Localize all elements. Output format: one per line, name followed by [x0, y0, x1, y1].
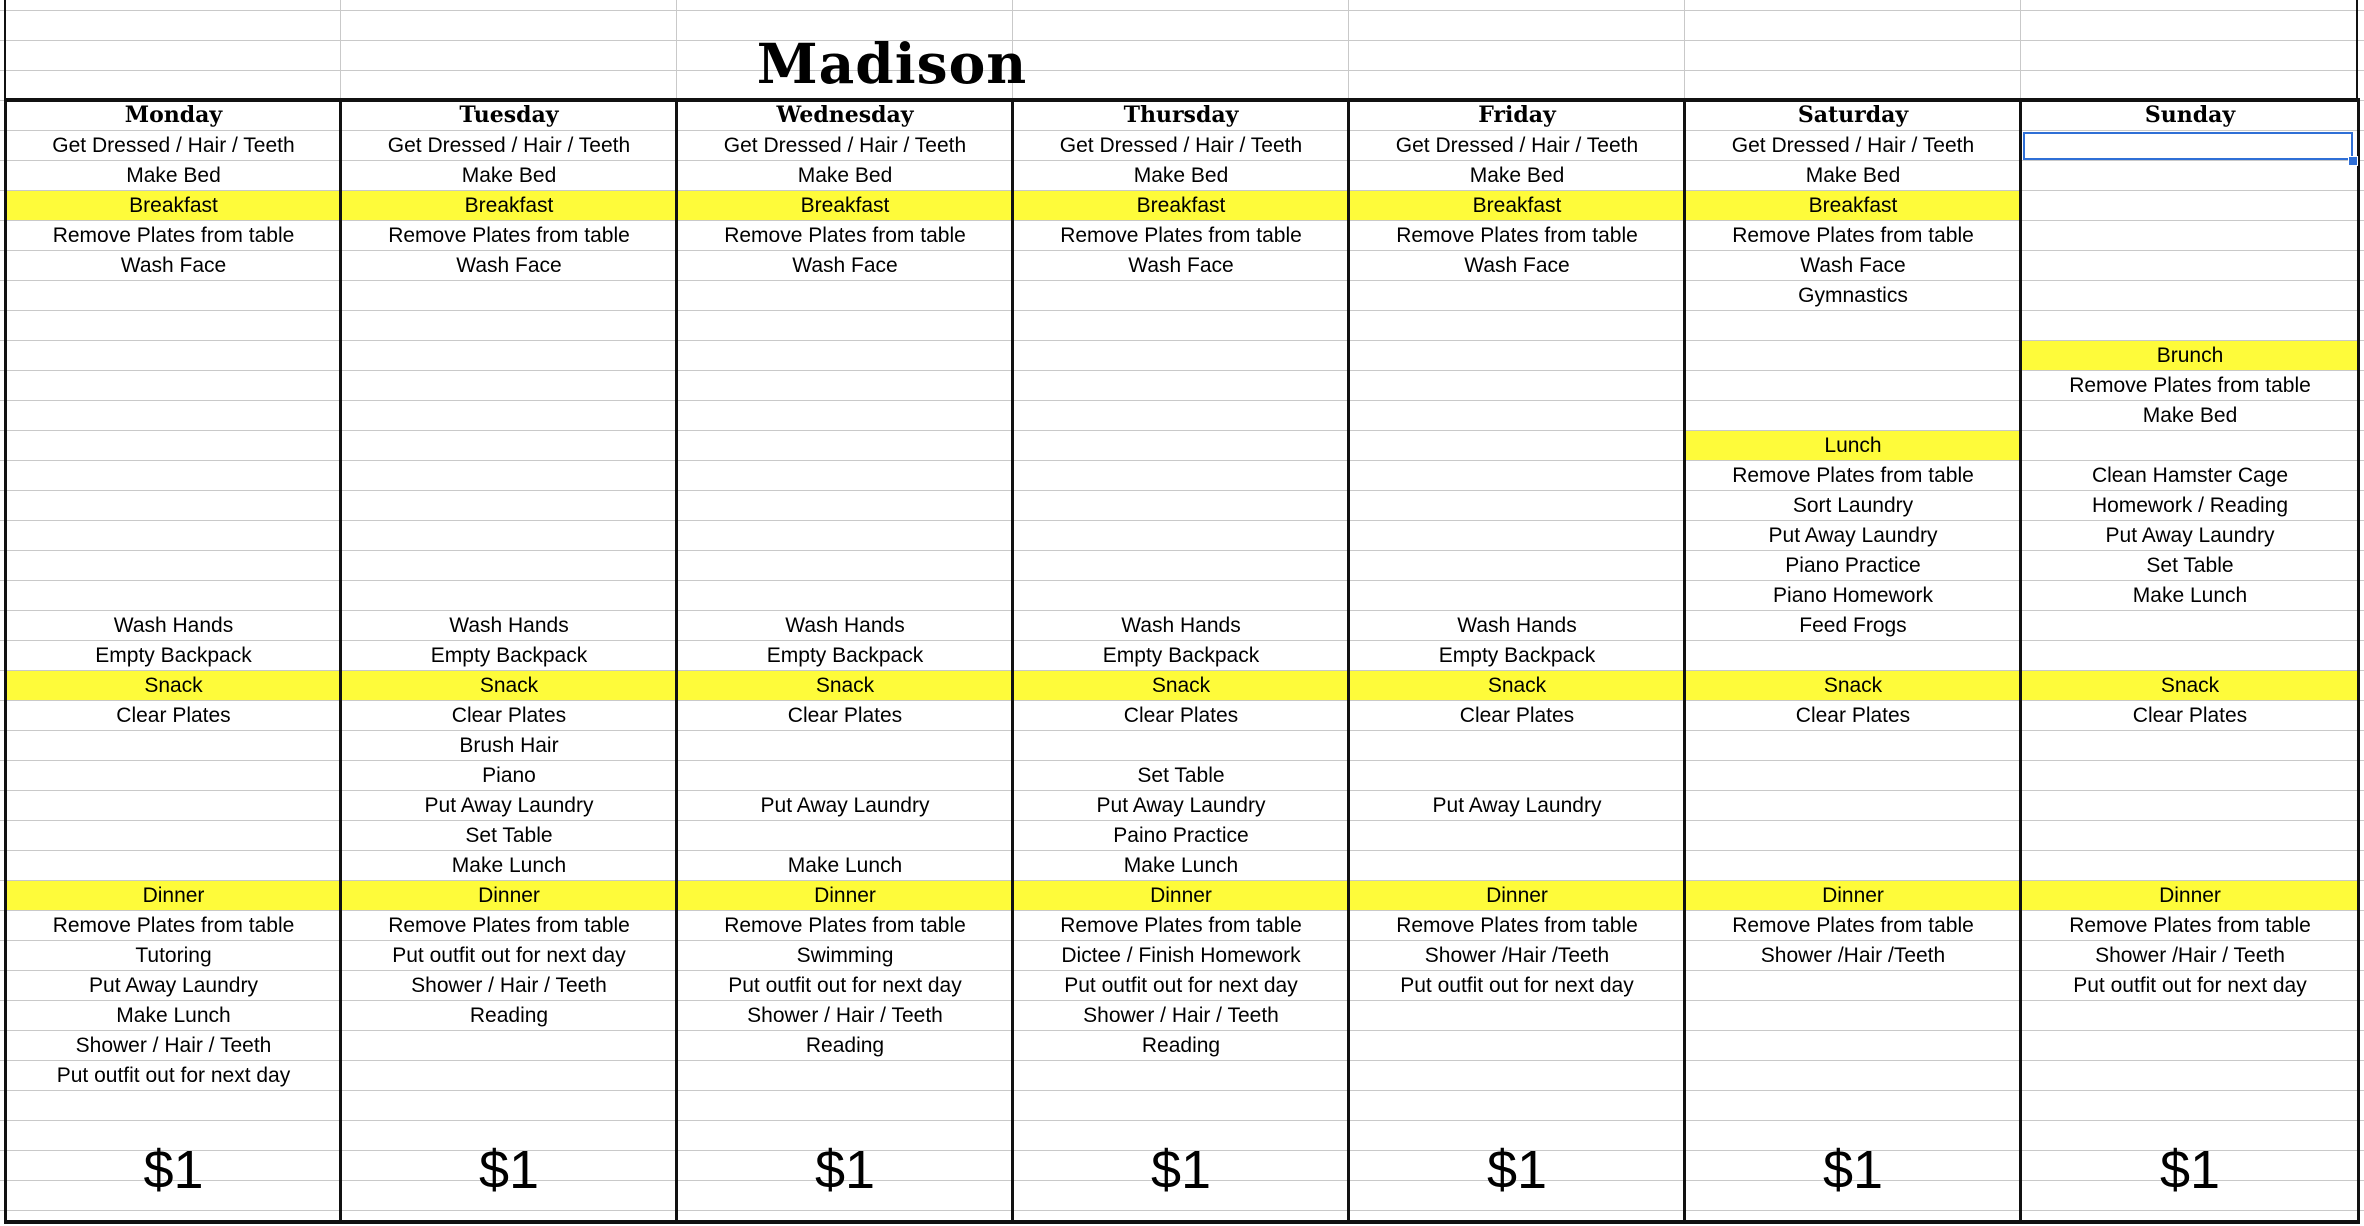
task-cell[interactable]: Get Dressed / Hair / Teeth — [723, 134, 967, 157]
task-cell[interactable]: Remove Plates from table — [2069, 914, 2311, 937]
task-cell[interactable]: Make Lunch — [2132, 584, 2248, 607]
task-cell[interactable]: Dinner — [2022, 881, 2358, 910]
task-cell[interactable]: Put outfit out for next day — [56, 1064, 291, 1087]
column-border — [675, 98, 678, 1224]
task-cell[interactable]: Wash Face — [1128, 254, 1234, 277]
task-cell[interactable]: Remove Plates from table — [388, 914, 630, 937]
task-cell[interactable]: Snack — [7, 671, 340, 700]
task-cell[interactable]: Set Table — [465, 824, 553, 847]
task-cell[interactable]: Brunch — [2022, 341, 2358, 370]
task-cell[interactable]: Snack — [1350, 671, 1684, 700]
day-header-saturday[interactable]: Saturday — [1797, 102, 1909, 128]
task-cell[interactable]: Make Bed — [797, 164, 893, 187]
task-cell[interactable]: Shower / Hair / Teeth — [747, 1004, 943, 1027]
task-cell[interactable]: Clear Plates — [116, 704, 231, 727]
task-cell[interactable]: Get Dressed / Hair / Teeth — [1059, 134, 1303, 157]
task-cell[interactable]: Put Away Laundry — [1432, 794, 1602, 817]
pay-amount-tuesday[interactable]: $1 — [478, 1140, 540, 1200]
task-cell[interactable]: Put Away Laundry — [89, 974, 258, 997]
task-cell[interactable]: Remove Plates from table — [388, 224, 630, 247]
task-cell[interactable]: Make Bed — [461, 164, 557, 187]
column-border — [2356, 0, 2358, 100]
pay-amount-friday[interactable]: $1 — [1486, 1140, 1548, 1200]
column-border — [1683, 98, 1686, 1224]
task-cell[interactable]: Shower /Hair /Teeth — [1760, 944, 1946, 967]
task-cell[interactable]: Put outfit out for next day — [2073, 974, 2307, 997]
task-cell[interactable]: Remove Plates from table — [1732, 464, 1974, 487]
pay-amount-thursday[interactable]: $1 — [1150, 1140, 1212, 1200]
day-header-friday[interactable]: Friday — [1478, 102, 1556, 128]
task-cell[interactable]: Wash Hands — [449, 614, 569, 637]
task-cell[interactable]: Remove Plates from table — [1732, 224, 1974, 247]
task-cell[interactable]: Reading — [469, 1004, 549, 1027]
task-cell[interactable]: Dinner — [678, 881, 1012, 910]
task-cell[interactable]: Snack — [1014, 671, 1348, 700]
task-cell[interactable]: Clear Plates — [787, 704, 903, 727]
task-cell[interactable]: Make Bed — [126, 164, 221, 187]
gridline — [0, 370, 2364, 371]
task-cell[interactable]: Swimming — [796, 944, 894, 967]
task-cell[interactable]: Shower / Hair / Teeth — [75, 1034, 272, 1057]
task-cell[interactable]: Put Away Laundry — [1768, 524, 1938, 547]
task-cell[interactable]: Dictee / Finish Homework — [1061, 944, 1301, 967]
task-cell[interactable]: Breakfast — [678, 191, 1012, 220]
task-cell[interactable]: Empty Backpack — [1102, 644, 1260, 667]
task-cell[interactable]: Remove Plates from table — [724, 224, 966, 247]
task-cell[interactable]: Get Dressed / Hair / Teeth — [387, 134, 631, 157]
gridline — [0, 400, 2364, 401]
task-cell[interactable]: Put Away Laundry — [2105, 524, 2275, 547]
task-cell[interactable]: Clear Plates — [451, 704, 567, 727]
column-border — [2019, 98, 2022, 1224]
task-cell[interactable]: Lunch — [1686, 431, 2020, 460]
task-cell[interactable]: Wash Hands — [1457, 614, 1577, 637]
task-cell[interactable]: Dinner — [342, 881, 676, 910]
pay-amount-wednesday[interactable]: $1 — [814, 1140, 876, 1200]
task-cell[interactable]: Get Dressed / Hair / Teeth — [52, 134, 295, 157]
task-cell[interactable]: Make Bed — [1133, 164, 1229, 187]
task-cell[interactable]: Remove Plates from table — [1060, 914, 1302, 937]
pay-amount-saturday[interactable]: $1 — [1822, 1140, 1884, 1200]
task-cell[interactable]: Piano Practice — [1785, 554, 1921, 577]
selected-cell[interactable] — [2023, 132, 2353, 160]
task-cell[interactable]: Tutoring — [135, 944, 212, 967]
task-cell[interactable]: Gymnastics — [1798, 284, 1908, 307]
gridline — [0, 10, 2364, 11]
task-cell[interactable]: Make Lunch — [116, 1004, 231, 1027]
pay-amount-sunday[interactable]: $1 — [2159, 1140, 2221, 1200]
task-cell[interactable]: Make Lunch — [787, 854, 903, 877]
task-cell[interactable]: Set Table — [1137, 764, 1225, 787]
task-cell[interactable]: Shower /Hair /Teeth — [1424, 944, 1610, 967]
task-cell[interactable]: Dinner — [1350, 881, 1684, 910]
task-cell[interactable]: Snack — [1686, 671, 2020, 700]
task-cell[interactable]: Sort Laundry — [1792, 494, 1914, 517]
task-cell[interactable]: Snack — [2022, 671, 2358, 700]
task-cell[interactable]: Wash Hands — [785, 614, 905, 637]
task-cell[interactable]: Breakfast — [1350, 191, 1684, 220]
task-cell[interactable]: Breakfast — [1686, 191, 2020, 220]
task-cell[interactable]: Remove Plates from table — [724, 914, 966, 937]
task-cell[interactable]: Empty Backpack — [95, 644, 252, 667]
task-cell[interactable]: Remove Plates from table — [1396, 914, 1638, 937]
task-cell[interactable]: Clear Plates — [1123, 704, 1239, 727]
task-cell[interactable]: Piano Homework — [1773, 584, 1933, 607]
task-cell[interactable]: Reading — [1141, 1034, 1221, 1057]
task-cell[interactable]: Make Bed — [2142, 404, 2238, 427]
gridline — [0, 1060, 2364, 1061]
task-cell[interactable]: Snack — [678, 671, 1012, 700]
day-header-wednesday[interactable]: Wednesday — [776, 102, 914, 128]
day-header-tuesday[interactable]: Tuesday — [459, 102, 559, 128]
task-cell[interactable]: Clear Plates — [1795, 704, 1911, 727]
task-cell[interactable]: Shower /Hair / Teeth — [2095, 944, 2285, 967]
task-cell[interactable]: Feed Frogs — [1799, 614, 1907, 637]
task-cell[interactable]: Breakfast — [342, 191, 676, 220]
task-cell[interactable]: Make Bed — [1805, 164, 1901, 187]
task-cell[interactable]: Put Away Laundry — [1096, 794, 1266, 817]
task-cell[interactable]: Clean Hamster Cage — [2091, 464, 2289, 487]
task-cell[interactable]: Clear Plates — [1459, 704, 1575, 727]
column-border — [4, 98, 7, 1224]
task-cell[interactable]: Put outfit out for next day — [1064, 974, 1298, 997]
task-cell[interactable]: Dinner — [1014, 881, 1348, 910]
task-cell[interactable]: Snack — [342, 671, 676, 700]
task-cell[interactable]: Put Away Laundry — [760, 794, 930, 817]
task-cell[interactable]: Empty Backpack — [766, 644, 924, 667]
task-cell[interactable]: Make Bed — [1469, 164, 1565, 187]
task-cell[interactable]: Shower / Hair / Teeth — [411, 974, 607, 997]
task-cell[interactable]: Wash Face — [792, 254, 898, 277]
task-cell[interactable]: Homework / Reading — [2091, 494, 2289, 517]
task-cell[interactable]: Remove Plates from table — [52, 224, 295, 247]
gridline — [0, 1120, 2364, 1121]
gridline — [0, 1090, 2364, 1091]
gridline — [0, 340, 2364, 341]
task-cell[interactable]: Set Table — [2146, 554, 2234, 577]
task-cell[interactable]: Put Away Laundry — [424, 794, 594, 817]
task-cell[interactable]: Wash Hands — [1121, 614, 1241, 637]
gridline — [0, 310, 2364, 311]
task-cell[interactable]: Remove Plates from table — [1732, 914, 1974, 937]
task-cell[interactable]: Dinner — [7, 881, 340, 910]
column-border — [4, 0, 6, 100]
task-cell[interactable]: Clear Plates — [2132, 704, 2248, 727]
task-cell[interactable]: Wash Face — [120, 254, 227, 277]
border-line — [4, 98, 2358, 102]
fill-handle[interactable] — [2348, 156, 2358, 166]
column-border — [2357, 98, 2360, 1224]
day-header-sunday[interactable]: Sunday — [2144, 102, 2236, 128]
task-cell[interactable]: Paino Practice — [1113, 824, 1249, 847]
gridline — [2020, 0, 2021, 98]
task-cell[interactable]: Reading — [805, 1034, 885, 1057]
day-header-monday[interactable]: Monday — [124, 102, 223, 128]
sheet-title[interactable]: Madison — [756, 31, 1028, 96]
task-cell[interactable]: Empty Backpack — [430, 644, 588, 667]
task-cell[interactable]: Put outfit out for next day — [728, 974, 962, 997]
task-cell[interactable]: Shower / Hair / Teeth — [1083, 1004, 1279, 1027]
task-cell[interactable]: Wash Face — [1464, 254, 1570, 277]
column-border — [1011, 98, 1014, 1224]
task-cell[interactable]: Remove Plates from table — [2069, 374, 2311, 397]
task-cell[interactable]: Breakfast — [1014, 191, 1348, 220]
column-border — [1347, 98, 1350, 1224]
task-cell[interactable]: Brush Hair — [459, 734, 559, 757]
task-cell[interactable]: Remove Plates from table — [1396, 224, 1638, 247]
task-cell[interactable]: Remove Plates from table — [1060, 224, 1302, 247]
border-line — [4, 1220, 2358, 1224]
task-cell[interactable]: Empty Backpack — [1438, 644, 1596, 667]
day-header-thursday[interactable]: Thursday — [1123, 102, 1239, 128]
task-cell[interactable]: Remove Plates from table — [52, 914, 295, 937]
task-cell[interactable]: Wash Hands — [113, 614, 234, 637]
task-cell[interactable]: Dinner — [1686, 881, 2020, 910]
task-cell[interactable]: Put outfit out for next day — [392, 944, 626, 967]
column-border — [339, 98, 342, 1224]
task-cell[interactable]: Get Dressed / Hair / Teeth — [1731, 134, 1975, 157]
task-cell[interactable]: Put outfit out for next day — [1400, 974, 1634, 997]
task-cell[interactable]: Wash Face — [456, 254, 562, 277]
task-cell[interactable]: Wash Face — [1800, 254, 1906, 277]
task-cell[interactable]: Get Dressed / Hair / Teeth — [1395, 134, 1639, 157]
pay-amount-monday[interactable]: $1 — [143, 1140, 204, 1200]
task-cell[interactable]: Make Lunch — [1123, 854, 1239, 877]
task-cell[interactable]: Piano — [482, 764, 536, 787]
task-cell[interactable]: Breakfast — [7, 191, 340, 220]
task-cell[interactable]: Make Lunch — [451, 854, 567, 877]
